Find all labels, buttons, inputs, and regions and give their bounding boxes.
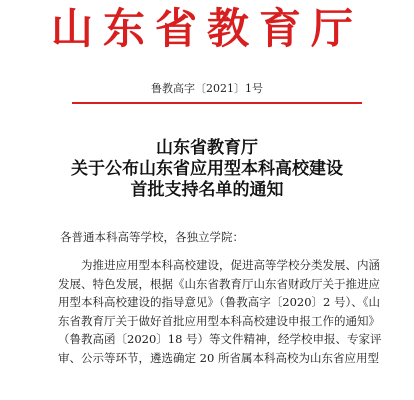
body-line: （鲁教高函〔2020〕18 号）等文件精神，经学校申报、专家评 xyxy=(58,332,382,347)
body-line: 为推进应用型本科高校建设，促进高等学校分类发展、内涵 xyxy=(81,258,380,272)
issuing-authority-header: 山东省教育厅 xyxy=(50,4,363,53)
title-line: 山东省教育厅 xyxy=(156,138,258,158)
document-title xyxy=(0,138,414,201)
body-line: 东省教育厅关于做好首批应用型本科高校建设申报工作的通知》 xyxy=(58,313,380,328)
salutation: 各普通本科高等学校，各独立学院： xyxy=(60,230,244,244)
body-line: 用型本科高校建设的指导意见》（鲁教高字〔2020〕2 号）、《山 xyxy=(58,295,380,310)
title-line: 关于公布山东省应用型本科高校建设 xyxy=(71,159,343,179)
body-paragraph xyxy=(58,256,382,368)
title-line: 首批支持名单的通知 xyxy=(130,180,284,200)
document-number: 鲁教高字〔2021〕1号 xyxy=(151,82,263,95)
body-line: 审、公示等环节，遴选确定 20 所省属本科高校为山东省应用型 xyxy=(58,350,379,365)
body-line: 发展、特色发展，根据《山东省教育厅山东省财政厅关于推进应 xyxy=(58,276,380,291)
red-divider-line xyxy=(72,102,362,104)
